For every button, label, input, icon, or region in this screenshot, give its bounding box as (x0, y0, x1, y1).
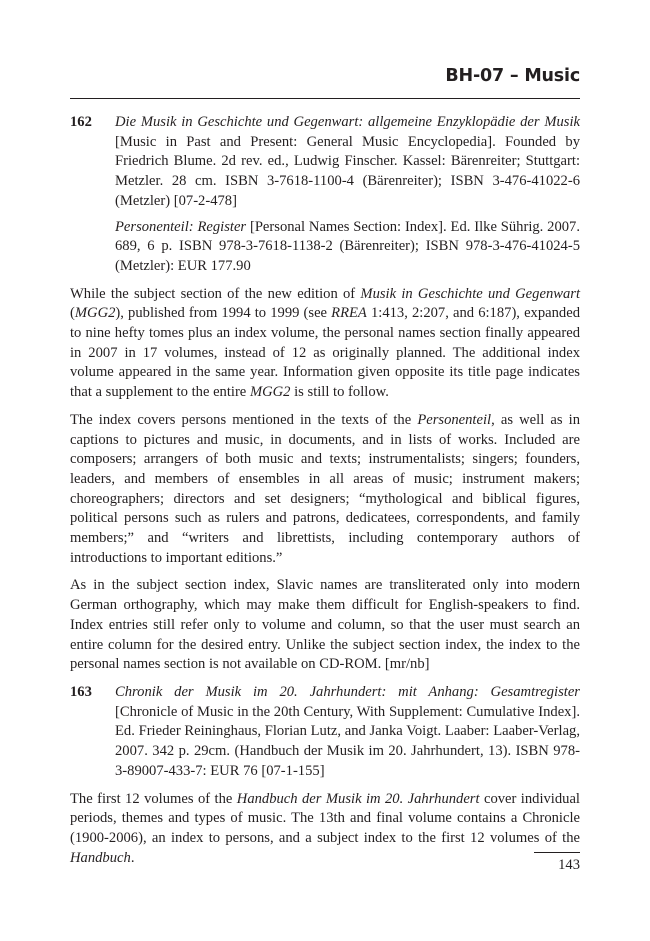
text: is still to follow. (290, 384, 389, 401)
italic-text: MGG2 (249, 384, 291, 401)
page-number: 143 (558, 857, 580, 873)
review-paragraph-2 (70, 411, 580, 569)
italic-text: RREA (331, 305, 367, 322)
entry-title: Chronik der Musik im 20. Jahrhundert: mit Anhang: Gesamtregister (115, 683, 580, 700)
footer-rule (534, 852, 580, 853)
italic-text: MGG2 (74, 305, 116, 322)
text: ( (70, 305, 75, 322)
review-paragraph-4 (70, 790, 580, 869)
entry-details: [Music in Past and Present: General Music Encyclopedia]. Founded by Friedrich Blume. 2d rev. ed., Ludwig Finscher. Kassel: Bärenreiter; Stuttgart: Metzler. 28 cm. ISBN 3-7618-1100-4 (Bärenreiter); ISBN 3-476-41022-6 (Metzler) [07-2-478] (115, 133, 580, 209)
entry-sub-citation (115, 218, 580, 277)
section-header: BH-07 – Music (445, 66, 580, 86)
italic-text: Handbuch (70, 849, 131, 866)
italic-text: Personenteil (417, 411, 492, 428)
review-paragraph-1 (70, 285, 580, 403)
entry-details: [Chronicle of Music in the 20th Century, With Supplement: Cumulative Index]. Ed. Frieder Reininghaus, Florian Lutz, and Janka Voigt. Laaber: Laaber-Verlag, 2007. 342 p. 29cm. (Handbuch der Musik im 20. Jahrhundert, 13). ISBN 978-3-89007-433-7: EUR 76 [07-1-155] (115, 703, 580, 779)
text: 1:413, 2:207, and 6:187), expanded to nine hefty tomes plus an index volume, the personal names section finally appeared in 2007 in 17 volumes, instead of 12 as originally planned. The additional index volume appeared in the same year. Information given opposite its title page indicates that a supplement to the entire (70, 305, 581, 401)
italic-text: Handbuch der Musik im 20. Jahrhundert (236, 790, 480, 807)
text: The index covers persons mentioned in the texts of the (70, 411, 418, 428)
text: ), published from 1994 to 1999 (see (115, 305, 332, 322)
entry-title: Die Musik in Geschichte und Gegenwart: allgemeine Enzyklopädie der Musik (115, 114, 580, 130)
entry-citation (115, 113, 580, 212)
entry-number: 163 (70, 683, 92, 700)
text: While the subject section of the new edition of (70, 285, 361, 302)
text: The first 12 volumes of the (70, 790, 237, 807)
header-rule (70, 98, 580, 99)
italic-text: Musik in Geschichte und Gegenwart (360, 285, 580, 302)
page-content (70, 113, 580, 868)
entry-163 (70, 683, 580, 782)
entry-number: 162 (70, 114, 92, 130)
entry-162 (70, 113, 580, 277)
text: . (130, 849, 135, 866)
entry-sub-title: Personenteil: Register (115, 218, 247, 235)
review-paragraph-3: As in the subject section index, Slavic names are transliterated only into modern German orthography, which may make them difficult for English-speakers to find. Index entries still refer only to volume and column, so that the user must search an entire column for the desired entry. Unlike the subject section index, the index to the personal names section is not available on CD-ROM. [mr/nb] (70, 577, 580, 673)
text: , as well as in captions to pictures and music, in documents, and in lists of works. Included are composers; arrangers of both music and texts; instrumentalists; singers; founders, leaders, and members of ensembles in all areas of music; instrument makers; choreographers; directors and set designers; “mythological and biblical figures, political persons such as rulers and patrons, dedicatees, correspondents, and family members;” and “writers and librettists, including contemporary authors of introductions to important editions.” (70, 411, 580, 566)
text: cover individual periods, themes and types of music. The 13th and final volume contains a Chronicle (1900-2006), an index to persons, and a subject index to the first 12 volumes of the (70, 790, 580, 846)
entry-sub-details: [Personal Names Section: Index]. Ed. Ilke Sührig. 2007. 689, 6 p. ISBN 978-3-7618-1138-2 (Bärenreiter); ISBN 978-3-476-41024-5 (Metzler): EUR 177.90 (115, 218, 581, 274)
entry-citation (115, 683, 580, 782)
